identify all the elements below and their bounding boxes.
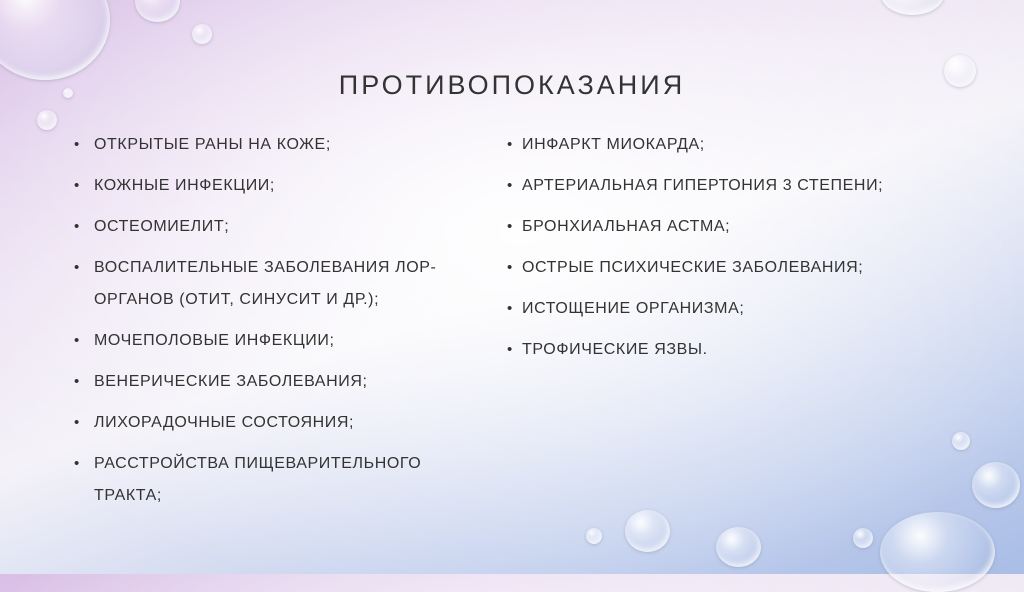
list-item: • КОЖНЫЕ ИНФЕКЦИИ;: [74, 170, 466, 202]
list-item: • АРТЕРИАЛЬНАЯ ГИПЕРТОНИЯ 3 СТЕПЕНИ;: [507, 170, 977, 202]
list-item: • ТРОФИЧЕСКИЕ ЯЗВЫ.: [507, 334, 977, 366]
list-item: • ИНФАРКТ МИОКАРДА;: [507, 129, 977, 161]
list-item: • РАССТРОЙСТВА ПИЩЕВАРИТЕЛЬНОГО ТРАКТА;: [74, 448, 466, 512]
list-item: • БРОНХИАЛЬНАЯ АСТМА;: [507, 211, 977, 243]
list-item: • ВОСПАЛИТЕЛЬНЫЕ ЗАБОЛЕВАНИЯ ЛОР-ОРГАНОВ (ОТИТ, СИНУСИТ И ДР.);: [74, 252, 466, 316]
slide-title: ПРОТИВОПОКАЗАНИЯ: [338, 70, 686, 100]
list-item: • ВЕНЕРИЧЕСКИЕ ЗАБОЛЕВАНИЯ;: [74, 366, 466, 398]
list-item: • ОСТЕОМИЕЛИТ;: [74, 211, 466, 243]
list-item: • ОСТРЫЕ ПСИХИЧЕСКИЕ ЗАБОЛЕВАНИЯ;: [507, 252, 977, 284]
list-item: • МОЧЕПОЛОВЫЕ ИНФЕКЦИИ;: [74, 325, 466, 357]
list-item: • ИСТОЩЕНИЕ ОРГАНИЗМА;: [507, 293, 977, 325]
contraindications-list-right: [507, 129, 977, 375]
list-item: • ОТКРЫТЫЕ РАНЫ НА КОЖЕ;: [74, 129, 466, 161]
list-item: • ЛИХОРАДОЧНЫЕ СОСТОЯНИЯ;: [74, 407, 466, 439]
contraindications-list-left: [74, 129, 466, 521]
